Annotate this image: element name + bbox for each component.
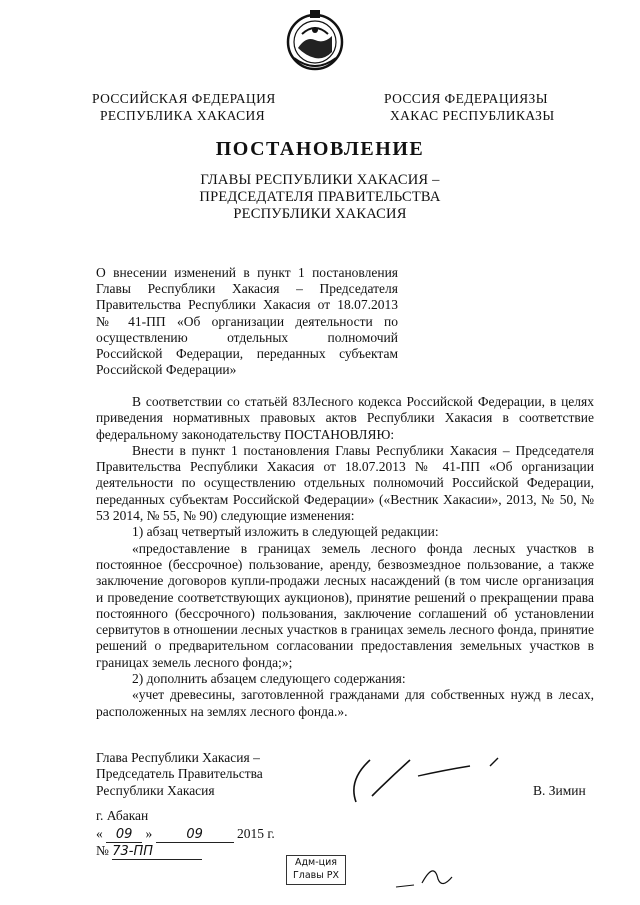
number-prefix: № <box>96 843 109 858</box>
handwritten-signature <box>340 750 510 810</box>
date-open-quote: « <box>96 826 103 841</box>
signatory-line: Республики Хакасия <box>96 782 215 798</box>
subtitle-line: ПРЕДСЕДАТЕЛЯ ПРАВИТЕЛЬСТВА <box>199 189 441 205</box>
subtitle-line: РЕСПУБЛИКИ ХАКАСИЯ <box>233 206 407 222</box>
signatory-name: В. Зимин <box>533 783 586 798</box>
body-paragraph-item1: 1) абзац четвертый изложить в следующей редакции: <box>132 524 439 540</box>
date-year: 2015 г. <box>237 826 275 841</box>
subject-line: Российской Федерации» <box>96 362 237 378</box>
registration-stamp <box>286 855 346 885</box>
issue-date <box>96 826 286 843</box>
stamp-initials-scribble <box>390 855 470 895</box>
header-right-line2: ХАКАС РЕСПУБЛИКАЗЫ <box>390 108 555 123</box>
body-paragraph-item2-text: «учет древесины, заготовленной гражданами для собственных нужд в лесах, расположенных на землях лесного фонда.». <box>96 687 594 719</box>
header-left <box>92 90 276 124</box>
document-subject <box>96 265 398 378</box>
signatory-title <box>96 750 263 799</box>
header-right-line1: РОССИЯ ФЕДЕРАЦИЯЗЫ <box>384 91 548 106</box>
subject-line: О внесении изменений в пункт 1 постановления <box>96 265 398 280</box>
header-left-line1: РОССИЙСКАЯ ФЕДЕРАЦИЯ <box>92 91 276 106</box>
header-left-line2: РЕСПУБЛИКА ХАКАСИЯ <box>100 108 266 123</box>
subject-line: осуществлению отдельных полномочий <box>96 329 398 345</box>
body-paragraph-item1-text: «предоставление в границах земель лесного фонда лесных участков в постоянное (бессрочное) пользование, аренду, безвозмездное пользование, а также заключение договоров купли-продажи лесных насаждений (в том числе организация и проведение соответствующих аукционов), принятие решений о прекращении права постоянного (бессрочного) пользования, заключение соглашений об установлении сервитутов в отношении лесных участков в границах земель лесного фонда, принятие решений о предварительном согласовании предоставления земельных участков в границах земель лесного фонда;»; <box>96 540 594 670</box>
body-paragraph-decree: Внести в пункт 1 постановления Главы Республики Хакасия – Председателя Правительства Республики Хакасия от 18.07.2013 № 41-ПП «Об организации деятельности по осуществлению отдельных полномочий Российской Федерации, переданных субъектам Российской Федерации» («Вестник Хакасии», 2013, № 50, № 53 2014, № 55, № 90) следующие изменения: <box>96 442 594 524</box>
date-close-quote: » <box>145 826 153 841</box>
document-body <box>96 394 594 720</box>
coat-of-arms-emblem <box>284 8 346 74</box>
signatory-line: Глава Республики Хакасия – <box>96 750 260 765</box>
signatory-line: Председатель Правительства <box>96 766 263 782</box>
stamp-line: Адм-ция <box>294 857 338 868</box>
issue-place: г. Абакан <box>96 808 149 823</box>
stamp-line: Главы РХ <box>292 870 340 881</box>
subject-line: Главы Республики Хакасия – Председателя <box>96 281 398 297</box>
date-month: 09 <box>156 827 234 843</box>
document-subtitle <box>0 172 640 223</box>
header-right <box>384 90 555 124</box>
subject-line: Российской Федерации, переданных субъектам <box>96 346 398 362</box>
date-day: 09 <box>106 827 142 843</box>
subject-line: Правительства Республики Хакасия от 18.07.2013 <box>96 297 398 313</box>
body-paragraph-preamble: В соответствии со статьёй 83Лесного кодекса Российской Федерации, в целях приведения нормативных правовых актов Республики Хакасия в соответствие федеральному законодательству ПОСТАНОВЛЯЮ: <box>96 394 594 442</box>
body-paragraph-item2: 2) дополнить абзацем следующего содержания: <box>132 671 406 687</box>
subject-line: № 41-ПП «Об организации деятельности по <box>96 313 398 329</box>
document-number <box>96 843 216 860</box>
document-title: ПОСТАНОВЛЕНИЕ <box>215 138 425 160</box>
subtitle-line: ГЛАВЫ РЕСПУБЛИКИ ХАКАСИЯ – <box>200 172 440 188</box>
number-value: 73-ПП <box>112 844 202 860</box>
